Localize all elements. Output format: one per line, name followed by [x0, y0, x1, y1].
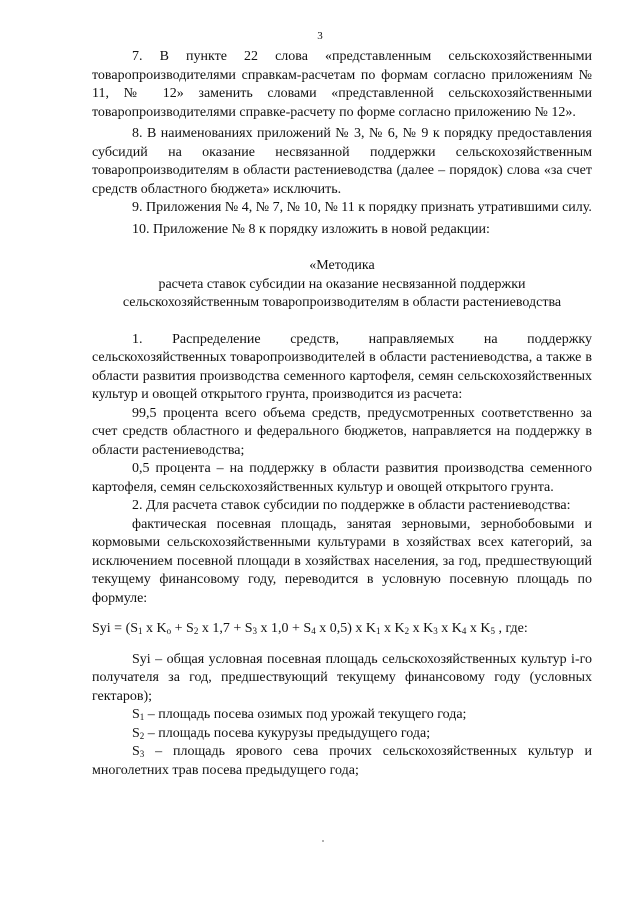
- section-2-item-a: фактическая посевная площадь, занятая зерновыми, зернобобовыми и кормовыми сельскохозяйственными культурами в хозяйствах всех категорий, за исключением посевной площади в хозяйствах населения, за год, предшествующий текущему финансовому году, переводится в условную посевную площадь по формуле:: [92, 516, 592, 606]
- methodology-title: «Методика: [309, 258, 375, 273]
- methodology-subtitle: расчета ставок субсидии на оказание несвязанной поддержки сельскохозяйственным товаропроизводителям в области растениеводства: [122, 276, 562, 310]
- paragraph-item-10: 10. Приложение № 8 к порядку изложить в новой редакции:: [132, 221, 490, 237]
- section-2-paragraph: 2. Для расчета ставок субсидии по поддержке в области растениеводства:: [132, 498, 571, 513]
- section-1-item-b: 0,5 процента – на поддержку в области развития производства семенного картофеля, семян сельскохозяйственных культур и овощей открытого грунта.: [92, 461, 592, 495]
- paragraph-item-7: 7. В пункте 22 слова «представленным сельскохозяйственными товаропроизводителями справкам-расчетам по формам согласно приложениям № 11, № 12» заменить словами «представленной сельскохозяйственными товаропроизводителями справке-расчету по форме согласно приложению № 12».: [92, 49, 592, 120]
- paragraph-item-8: 8. В наименованиях приложений № 3, № 6, № 9 к порядку предоставления субсидий на оказание несвязанной поддержки сельскохозяйственным товаропроизводителям в области растениеводства (далее – порядок) слова «за счет средств областного бюджета» исключить.: [92, 126, 592, 197]
- document-body: [92, 48, 592, 780]
- formula: Syi = ($S_1$ x $K_о + S_2$ x $1,7 + S_3$ x $1,0 + S_4$ x 0,5) x $K_1$ x $K_2$ x $K_3$ x $K_4$ x $K_5$ , где:: [92, 621, 528, 636]
- scan-speck: [322, 840, 324, 842]
- page-number: 3: [317, 30, 323, 42]
- definition-s3: $S_3$ – площадь ярового сева прочих сельскохозяйственных культур и многолетних трав посева предыдущего года;: [92, 744, 592, 778]
- paragraph-item-9: 9. Приложения № 4, № 7, № 10, № 11 к порядку признать утратившими силу.: [132, 200, 592, 215]
- definition-s1: $S_1$ – площадь посева озимых под урожай текущего года;: [132, 707, 467, 722]
- section-1-item-a: 99,5 процента всего объема средств, предусмотренных соответственно за счет средств областного и федерального бюджетов, направляется на поддержку в области растениеводства;: [92, 405, 592, 458]
- section-1-paragraph: 1. Распределение средств, направляемых на поддержку сельскохозяйственных товаропроизводителей в области растениеводства, а также в области развития производства семенного картофеля, семян сельскохозяйственных культур и овощей открытого грунта, производится из расчета:: [92, 331, 592, 402]
- definition-s2: $S_2$ – площадь посева кукурузы предыдущего года;: [132, 725, 431, 741]
- definition-syi: Syi – общая условная посевная площадь сельскохозяйственных культур i-го получателя за год, предшествующий текущему финансовому году (условных гектаров);: [92, 651, 592, 704]
